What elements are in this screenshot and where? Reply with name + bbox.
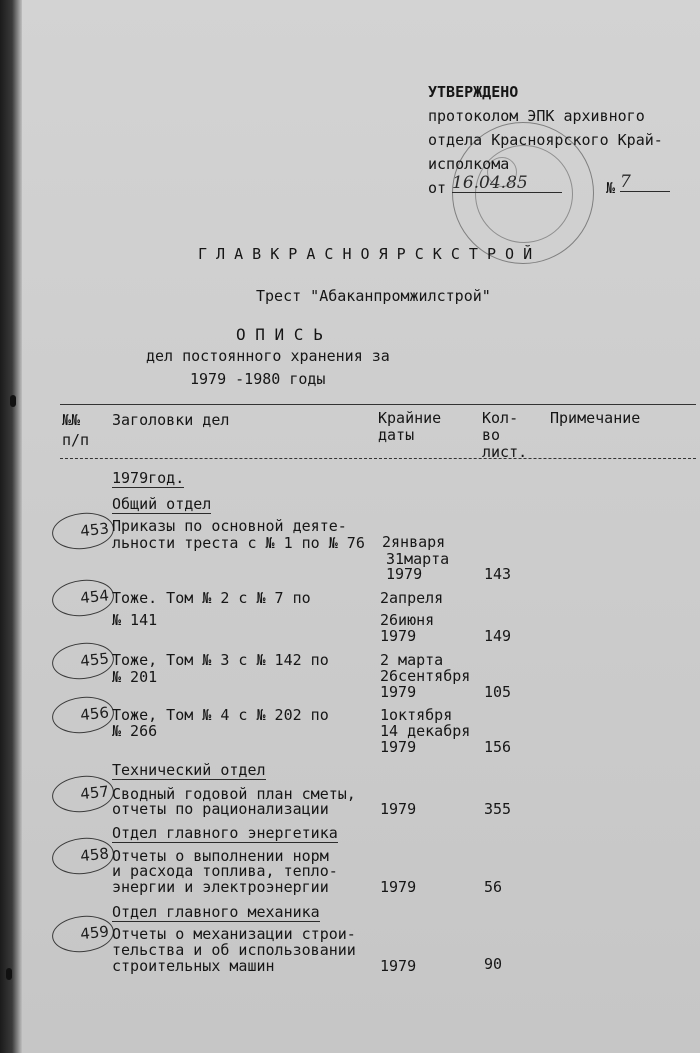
record-date: 2апреля [380, 589, 444, 607]
record-title: Тоже. Том № 2 с № 7 по [112, 589, 311, 607]
record-title: Отчеты о выполнении норм [112, 847, 329, 865]
table-rule [60, 458, 696, 459]
record-date: 1979 [380, 957, 417, 975]
record-number: 454 [79, 586, 110, 608]
record-sheets: 105 [484, 683, 512, 701]
col-num-header: п/п [62, 431, 90, 449]
col-notes-header: Примечание [550, 409, 641, 427]
record-date: 26сентября [380, 667, 471, 685]
record-title: льности треста с № 1 по № 76 [112, 534, 365, 552]
scan-mark [6, 968, 12, 980]
record-title: энергии и электроэнергии [112, 878, 329, 896]
record-date: 2 марта [380, 651, 444, 669]
document-title: О П И С Ь [236, 325, 323, 344]
approval-number: 7 [620, 174, 670, 192]
record-sheets: 156 [484, 738, 512, 756]
col-dates-header: даты [378, 426, 415, 444]
approval-line: отдела Красноярского Край- [428, 131, 663, 149]
record-number: 455 [79, 649, 110, 671]
col-titles-header: Заголовки дел [112, 411, 230, 429]
col-sheets-header: лист. [482, 443, 528, 461]
record-date: 26июня [380, 611, 435, 629]
record-date: 14 декабря [380, 722, 471, 740]
approval-date-label: от [428, 179, 447, 197]
record-sheets: 56 [484, 878, 503, 896]
record-title: № 266 [112, 722, 158, 740]
record-number: 457 [79, 782, 110, 804]
section-heading: Отдел главного механика [112, 903, 320, 921]
col-num-header: №№ [62, 411, 81, 429]
record-date: 1979 [380, 627, 417, 645]
record-title: Тоже, Том № 4 с № 202 по [112, 706, 329, 724]
trust-name: Трест "Абаканпромжилстрой" [256, 287, 491, 305]
record-title: строительных машин [112, 957, 275, 975]
record-date: 1979 [380, 738, 417, 756]
record-sheets: 90 [484, 955, 503, 973]
approval-title: УТВЕРЖДЕНО [428, 83, 519, 101]
scan-edge [0, 0, 22, 1053]
col-sheets-header: во [482, 426, 501, 444]
approval-line: исполкома [428, 155, 510, 173]
approval-line: протоколом ЭПК архивного [428, 107, 645, 125]
record-number: 458 [79, 844, 110, 866]
record-title: Тоже, Том № 3 с № 142 по [112, 651, 329, 669]
record-title: и расхода топлива, тепло- [112, 862, 338, 880]
section-heading: Общий отдел [112, 495, 212, 513]
document-subtitle: дел постоянного хранения за [146, 347, 390, 365]
record-title: отчеты по рационализации [112, 800, 329, 818]
record-sheets: 143 [484, 565, 512, 583]
record-title: Сводный годовой план сметы, [112, 785, 356, 803]
section-heading: Отдел главного энергетика [112, 824, 338, 842]
col-dates-header: Крайние [378, 409, 442, 427]
record-title: Приказы по основной деяте- [112, 517, 347, 535]
record-title: № 141 [112, 611, 158, 629]
record-title: Отчеты о механизации строи- [112, 925, 356, 943]
record-date: 2января [382, 533, 446, 551]
record-sheets: 355 [484, 800, 512, 818]
record-date: 1979 [380, 683, 417, 701]
record-date: 31марта [386, 550, 450, 568]
document-years: 1979 -1980 годы [190, 370, 326, 388]
section-heading: Технический отдел [112, 761, 266, 779]
approval-number-label: № [606, 179, 616, 197]
record-number: 459 [79, 922, 110, 944]
section-year: 1979год. [112, 469, 185, 487]
record-number: 453 [79, 519, 110, 541]
table-rule [60, 404, 696, 405]
record-number: 456 [79, 703, 110, 725]
approval-date: 16.04.85 [452, 175, 562, 193]
organization-name: Г Л А В К Р А С Н О Я Р С К С Т Р О Й [198, 245, 533, 263]
record-date: 1октября [380, 706, 453, 724]
record-title: тельства и об использовании [112, 941, 356, 959]
record-date: 1979 [380, 800, 417, 818]
record-title: № 201 [112, 668, 158, 686]
col-sheets-header: Кол- [482, 409, 519, 427]
record-date: 1979 [380, 878, 417, 896]
scan-mark [10, 395, 16, 407]
record-date: 1979 [386, 565, 423, 583]
record-sheets: 149 [484, 627, 512, 645]
